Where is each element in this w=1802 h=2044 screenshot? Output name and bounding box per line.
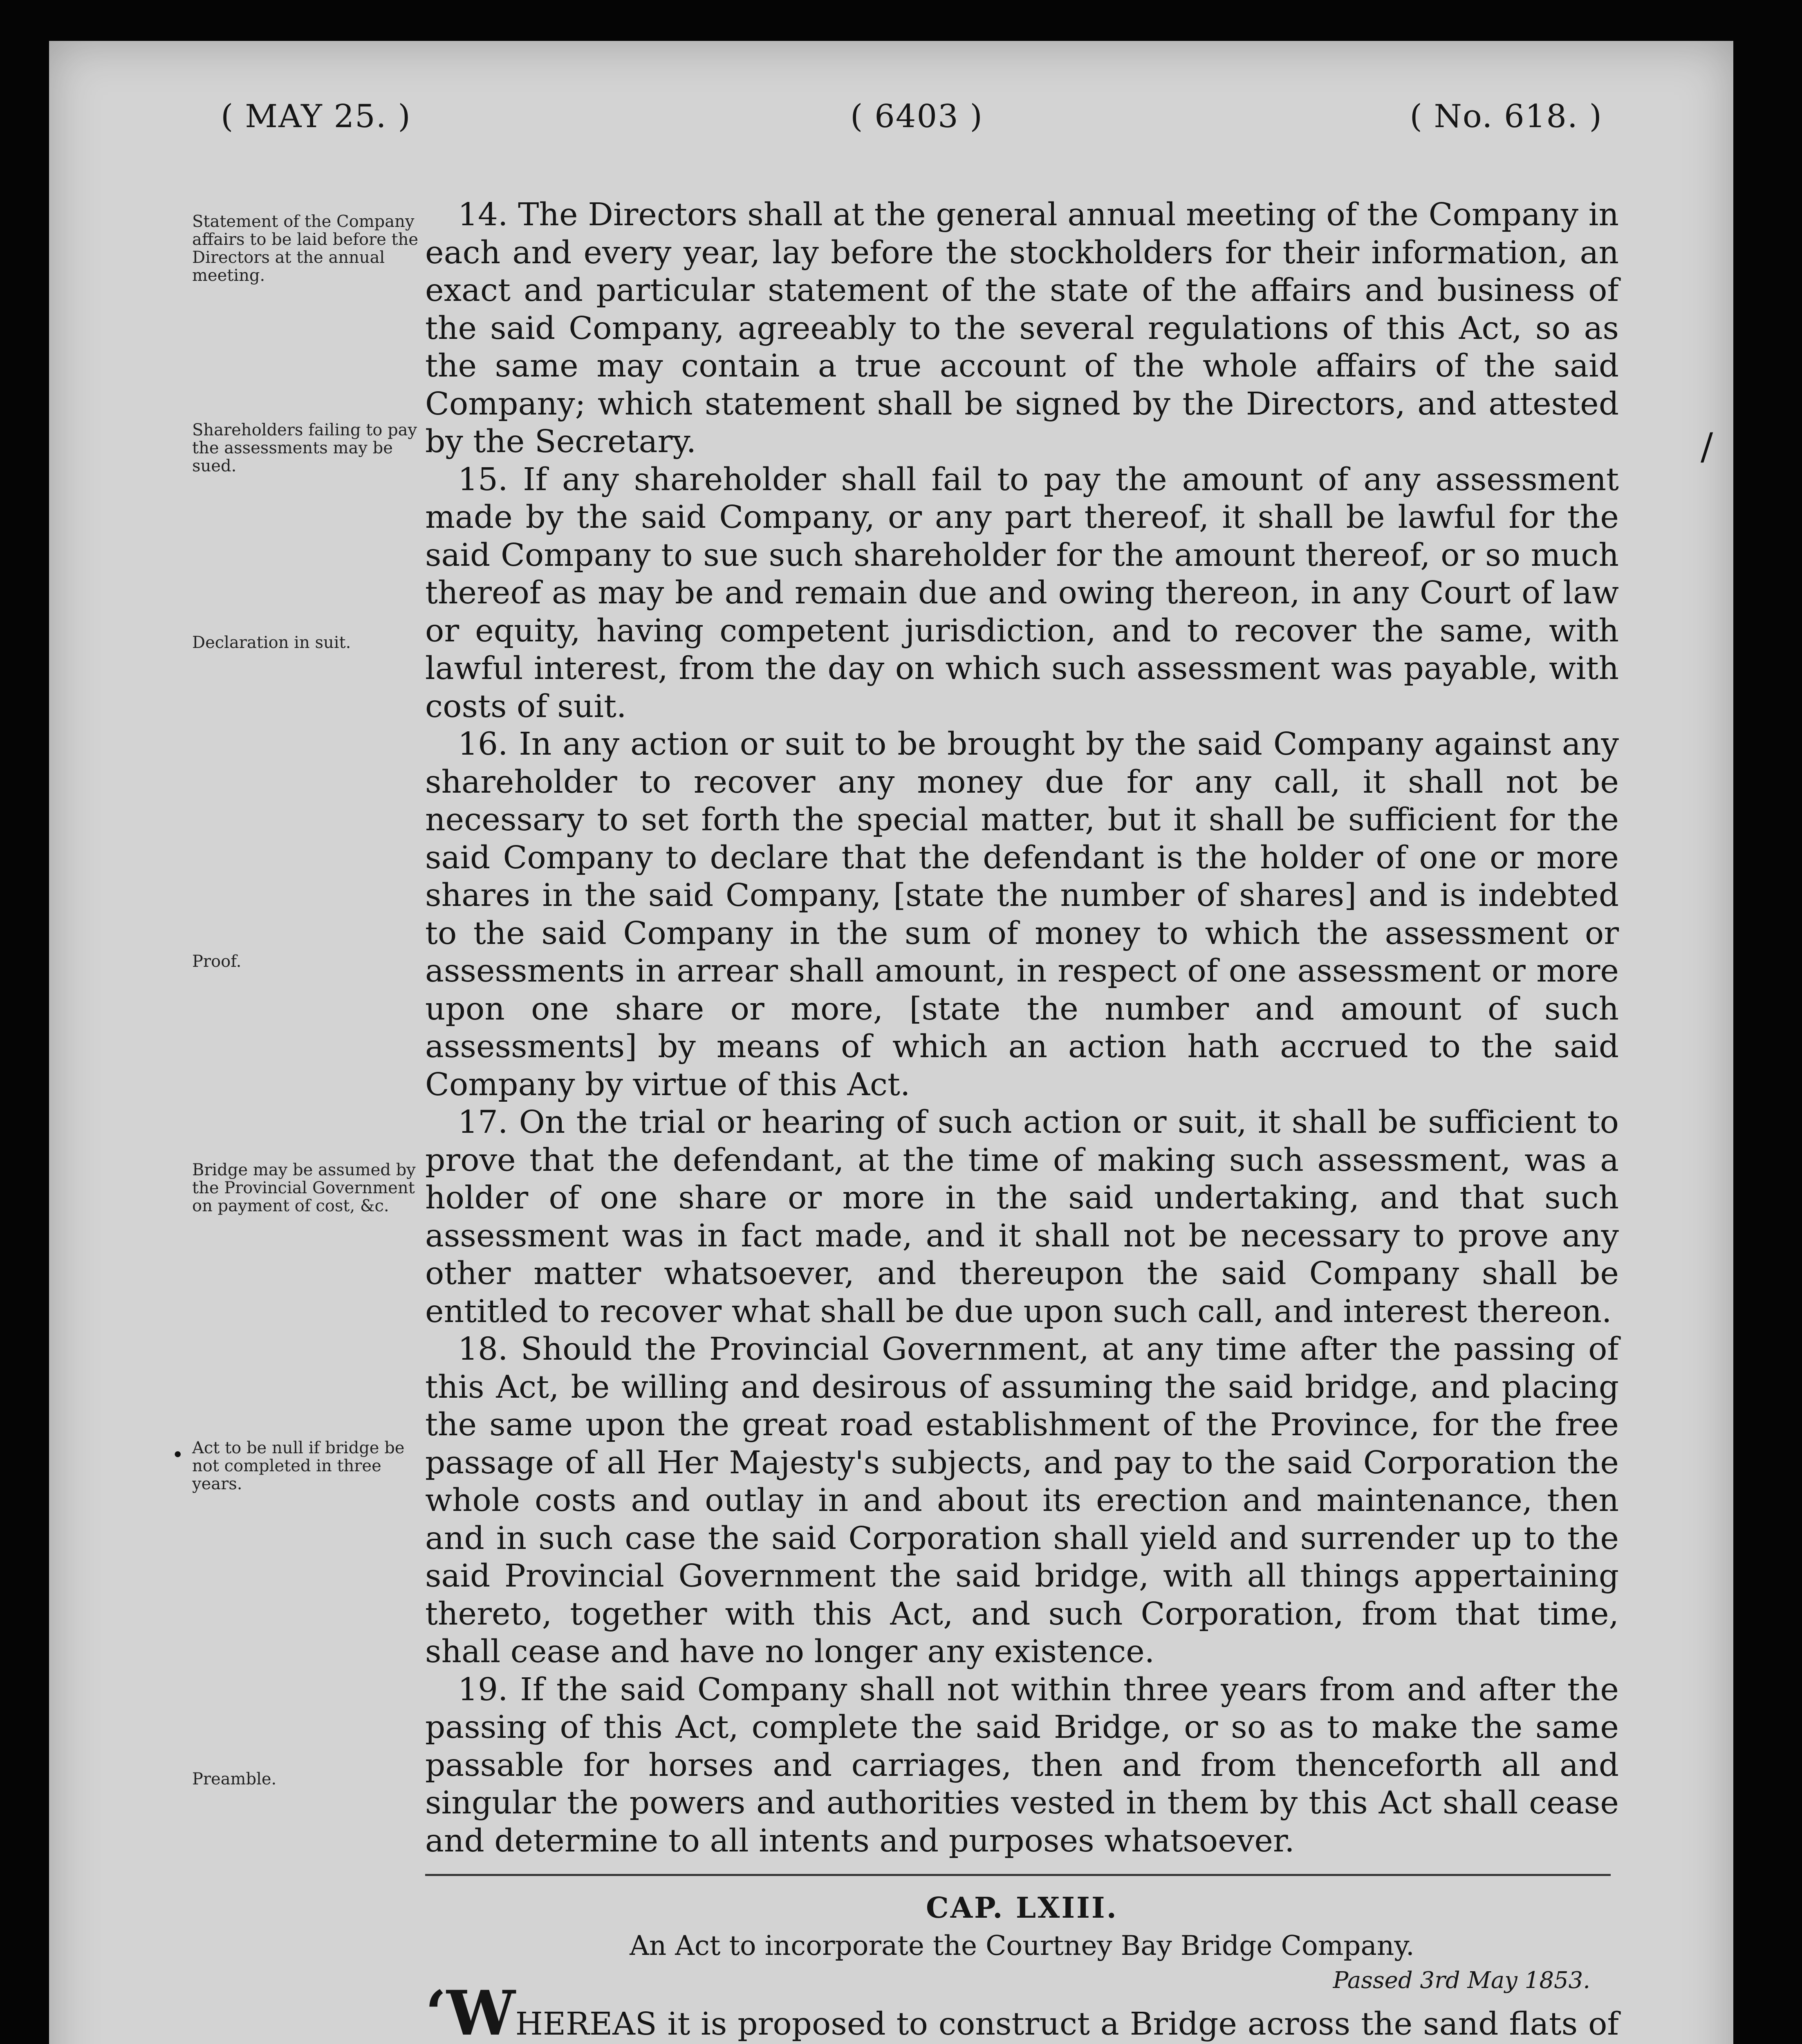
section-18: 18. Should the Provincial Government, at any time after the passing of this Act, be willing and desirous of assuming the said bridge, and placing the same upon the great road establishment of the Province, for the free passage of all Her Majesty's subjects, and pay to the said Corporation the whole costs and outlay in and about its erection and maintenance, then and in such case the said Corporation shall yield and surrender up to the said Provincial Government the said bridge, with all things appertaining thereto, together with this Act, and such Corporation, from that time, shall cease and have no longer any existence. [425, 1331, 1619, 1670]
section-14: 14. The Directors shall at the general annual meeting of the Company in each and every year, lay before the stockholders for their information, an exact and particular statement of the state of the affairs and business of the said Company, agreeably to the several regulations of this Act, so as the same may contain a true account of the whole affairs of the said Company; which statement shall be signed by the Directors, and attested by the Secretary. [425, 197, 1619, 460]
header-page-number: ( 6403 ) [850, 98, 983, 135]
act-title: An Act to incorporate the Courtney Bay Bridge Company. [630, 1930, 1414, 1961]
margin-note-proof: Proof. [192, 952, 242, 971]
margin-note-shareholders: Shareholders failing to pay the assessments may be sued. [192, 421, 417, 475]
margin-note-declaration: Declaration in suit. [192, 633, 351, 652]
section-17: 17. On the trial or hearing of such action or suit, it shall be sufficient to prove that the defendant, at the time of making such assessment, was a holder of one share or more in the said undertaking, and that such assessment was in fact made, and it shall not be necessary to prove any other matter whatsoever, and thereupon the said Company shall be entitled to recover what shall be due upon such call, and interest thereon. [425, 1104, 1619, 1330]
margin-mark: • [172, 1443, 184, 1467]
section-divider [425, 1874, 1611, 1876]
section-15: 15. If any shareholder shall fail to pay the amount of any assessment made by the said Company, or any part thereof, it shall be lawful for the said Company to sue such shareholder for the amount thereof, or so much thereof as may be and remain due and owing thereon, in any Court of law or equity, having competent jurisdiction, and to recover the same, with lawful interest, from the day on which such assessment was payable, with costs of suit. [425, 461, 1619, 725]
page-header [221, 98, 1603, 147]
chapter-number: CAP. LXIII. [926, 1891, 1118, 1925]
drop-initial: W [446, 1977, 515, 2044]
margin-note-statement: Statement of the Company affairs to be laid before the Directors at the annual meeting. [192, 212, 419, 285]
body-text [425, 196, 1619, 2044]
section-19: 19. If the said Company shall not within three years from and after the passing of this Act, complete the said Bridge, or so as to make the same passable for horses and carriages, then and from thenceforth all and singular the powers and authorities vested in them by this Act shall cease and determine to all intents and purposes whatsoever. [425, 1671, 1619, 1859]
header-act-number: ( No. 618. ) [1410, 98, 1603, 135]
passed-date: Passed 3rd May 1853. [1333, 1967, 1590, 1994]
section-16: 16. In any action or suit to be brought by the said Company against any shareholder to recover any money due for any call, it shall not be necessary to set forth the special matter, but it shall be sufficient for the said Company to declare that the defendant is the holder of one or more shares in the said Company, [state the number of shares] and is indebted to the said Company in the sum of money to which the assessment or assessments in arrear shall amount, in respect of one assessment or more upon one share or more, [state the number and amount of such assessments] by means of which an action hath accrued to the said Company by virtue of this Act. [425, 726, 1619, 1103]
margin-mark: / [1701, 425, 1713, 468]
margin-note-preamble: Preamble. [192, 1770, 277, 1788]
margin-note-act-null: Act to be null if bridge be not completed in three years. [192, 1439, 405, 1493]
margin-note-bridge-assumed: Bridge may be assumed by the Provincial Government on payment of cost, &c. [192, 1161, 416, 1215]
preamble-open-quote: ‘ [425, 1977, 447, 2044]
header-date: ( MAY 25. ) [221, 98, 411, 135]
preamble-body: HEREAS it is proposed to construct a Bridge across the sand flats of [515, 2006, 1619, 2042]
